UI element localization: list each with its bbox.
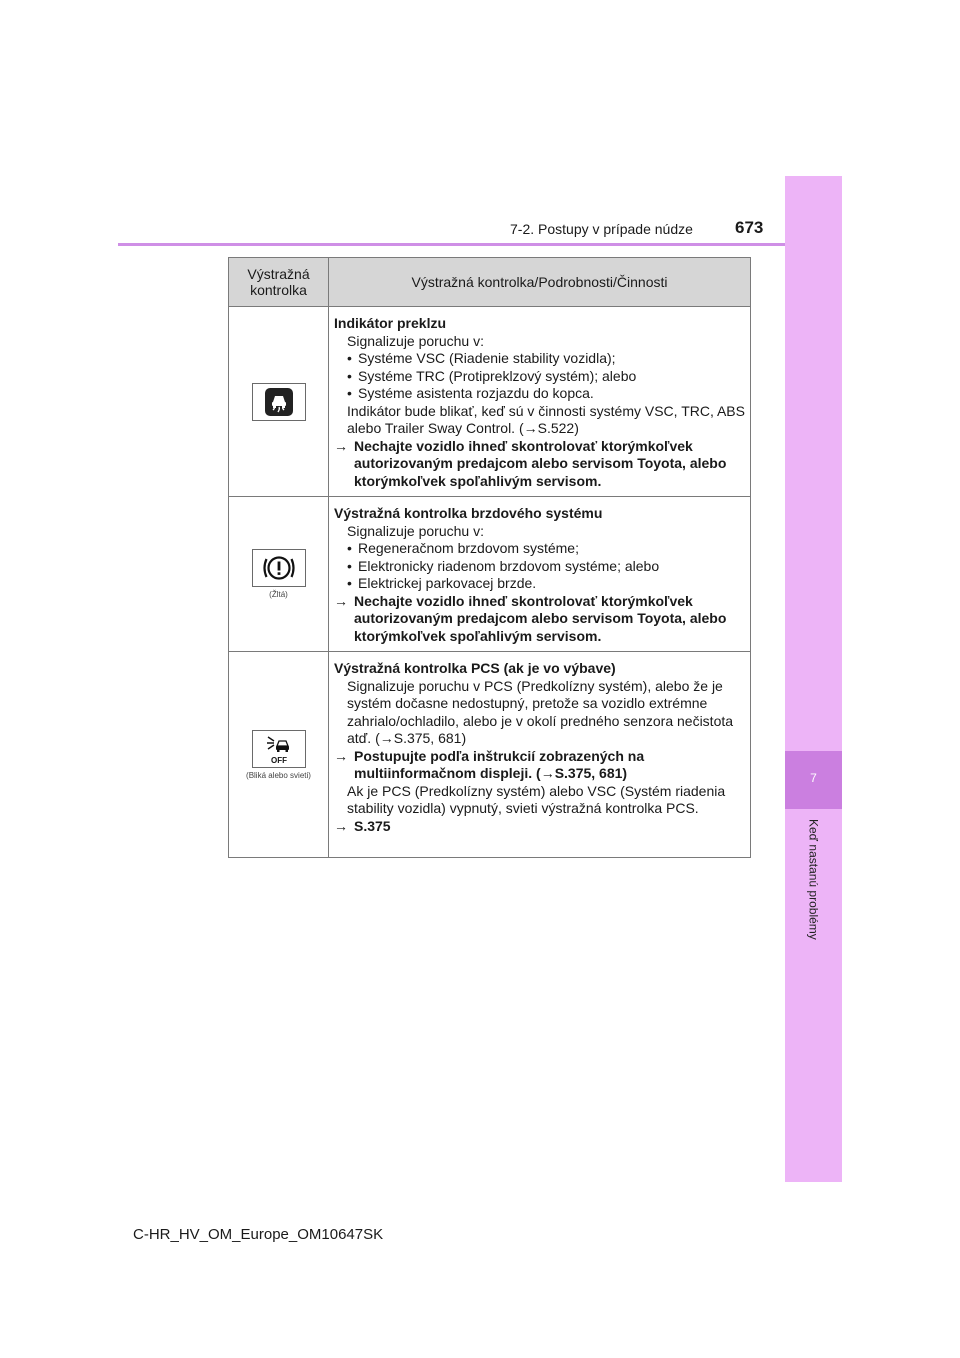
- skid-indicator-icon: [252, 383, 306, 421]
- icon-cell: [229, 652, 329, 858]
- fault-item: • Elektrickej parkovacej brzde.: [334, 575, 746, 593]
- warning-lights-table: [228, 257, 751, 858]
- light-title: Indikátor preklzu: [334, 315, 447, 331]
- details-cell: [329, 652, 751, 858]
- details-cell: [329, 497, 751, 652]
- light-title: Výstražná kontrolka brzdového systému: [334, 505, 603, 521]
- light-intro: [334, 678, 746, 748]
- details-cell: [329, 307, 751, 497]
- chapter-side-tab: [785, 176, 842, 1182]
- action-text: Nechajte vozidlo ihneď skontrolovať ktorýmkoľvek autorizovaným predajcom alebo servisom Toyota, alebo ktorýmkoľvek spoľahlivým servisom.: [354, 592, 727, 644]
- column-header-light: Výstražná kontrolka: [229, 258, 329, 307]
- fault-item: • Regeneračnom brzdovom systéme;: [334, 540, 746, 558]
- header-rule: [118, 243, 785, 246]
- page-reference: (→S.522): [518, 420, 579, 436]
- table-row: [229, 307, 751, 497]
- light-intro: Signalizuje poruchu v:: [347, 332, 484, 349]
- column-header-details: Výstražná kontrolka/Podrobnosti/Činnosti: [329, 258, 751, 307]
- chapter-label: [786, 815, 841, 970]
- page-number: 673: [735, 218, 764, 237]
- table-header-row: [229, 258, 751, 307]
- final-reference: [334, 818, 746, 836]
- icon-cell: [229, 307, 329, 497]
- chapter-number-box: [785, 751, 842, 809]
- icon-cell: [229, 497, 329, 652]
- final-reference-text: S.375: [354, 817, 391, 834]
- light-note: Ak je PCS (Predkolízny systém) alebo VSC (Systém riadenia stability vozidla) vypnutý, svieti výstražná kontrolka PCS.: [347, 782, 726, 816]
- fault-item: • Systéme VSC (Riadenie stability vozidla);: [334, 350, 746, 368]
- icon-color-note: (Žltá): [269, 590, 288, 599]
- action-text: Nechajte vozidlo ihneď skontrolovať ktorýmkoľvek autorizovaným predajcom alebo servisom Toyota, alebo ktorýmkoľvek spoľahlivým servisom.: [354, 437, 727, 489]
- fault-item: • Systéme TRC (Protipreklzový systém); alebo: [334, 368, 746, 386]
- action-line: [334, 593, 746, 646]
- icon-off-label: OFF: [270, 755, 287, 765]
- action-line: [334, 748, 746, 783]
- action-text: Postupujte podľa inštrukcií zobrazených na multiinformačnom displeji.: [354, 747, 645, 781]
- arrow-icon: →: [334, 817, 348, 834]
- page-reference: (→S.375, 681): [536, 765, 628, 781]
- light-intro: Signalizuje poruchu v:: [347, 522, 484, 539]
- chapter-number: 7: [810, 771, 817, 785]
- light-note: [334, 403, 746, 438]
- table-row: [229, 652, 751, 858]
- note-text: Indikátor bude blikať, keď sú v činnosti systémy VSC, TRC, ABS alebo Trailer Sway Control.: [347, 402, 745, 436]
- pcs-off-icon: [252, 730, 306, 768]
- page-reference: (→S.375, 681): [375, 730, 467, 746]
- brake-warning-icon: [252, 549, 306, 587]
- section-title: 7-2. Postupy v prípade núdze: [510, 221, 693, 237]
- document-code: C-HR_HV_OM_Europe_OM10647SK: [133, 1226, 384, 1243]
- icon-state-note: (Bliká alebo svieti): [246, 770, 311, 780]
- arrow-icon: →: [334, 437, 348, 454]
- action-line: [334, 438, 746, 491]
- intro-text: Signalizuje poruchu v PCS (Predkolízny systém), alebo že je systém dočasne nedostupný, pretože sa vozidlo extrémne zahrialo/ochladilo, alebo je v okolí predného senzora nečistota atď.: [347, 677, 734, 746]
- arrow-icon: →: [334, 592, 348, 609]
- fault-item: • Elektronicky riadenom brzdovom systéme; alebo: [334, 558, 746, 576]
- light-title: Výstražná kontrolka PCS (ak je vo výbave): [334, 660, 616, 676]
- chapter-label-text: Keď nastanú problémy: [806, 819, 821, 940]
- fault-item: • Systéme asistenta rozjazdu do kopca.: [334, 385, 746, 403]
- arrow-icon: →: [334, 747, 348, 764]
- table-row: [229, 497, 751, 652]
